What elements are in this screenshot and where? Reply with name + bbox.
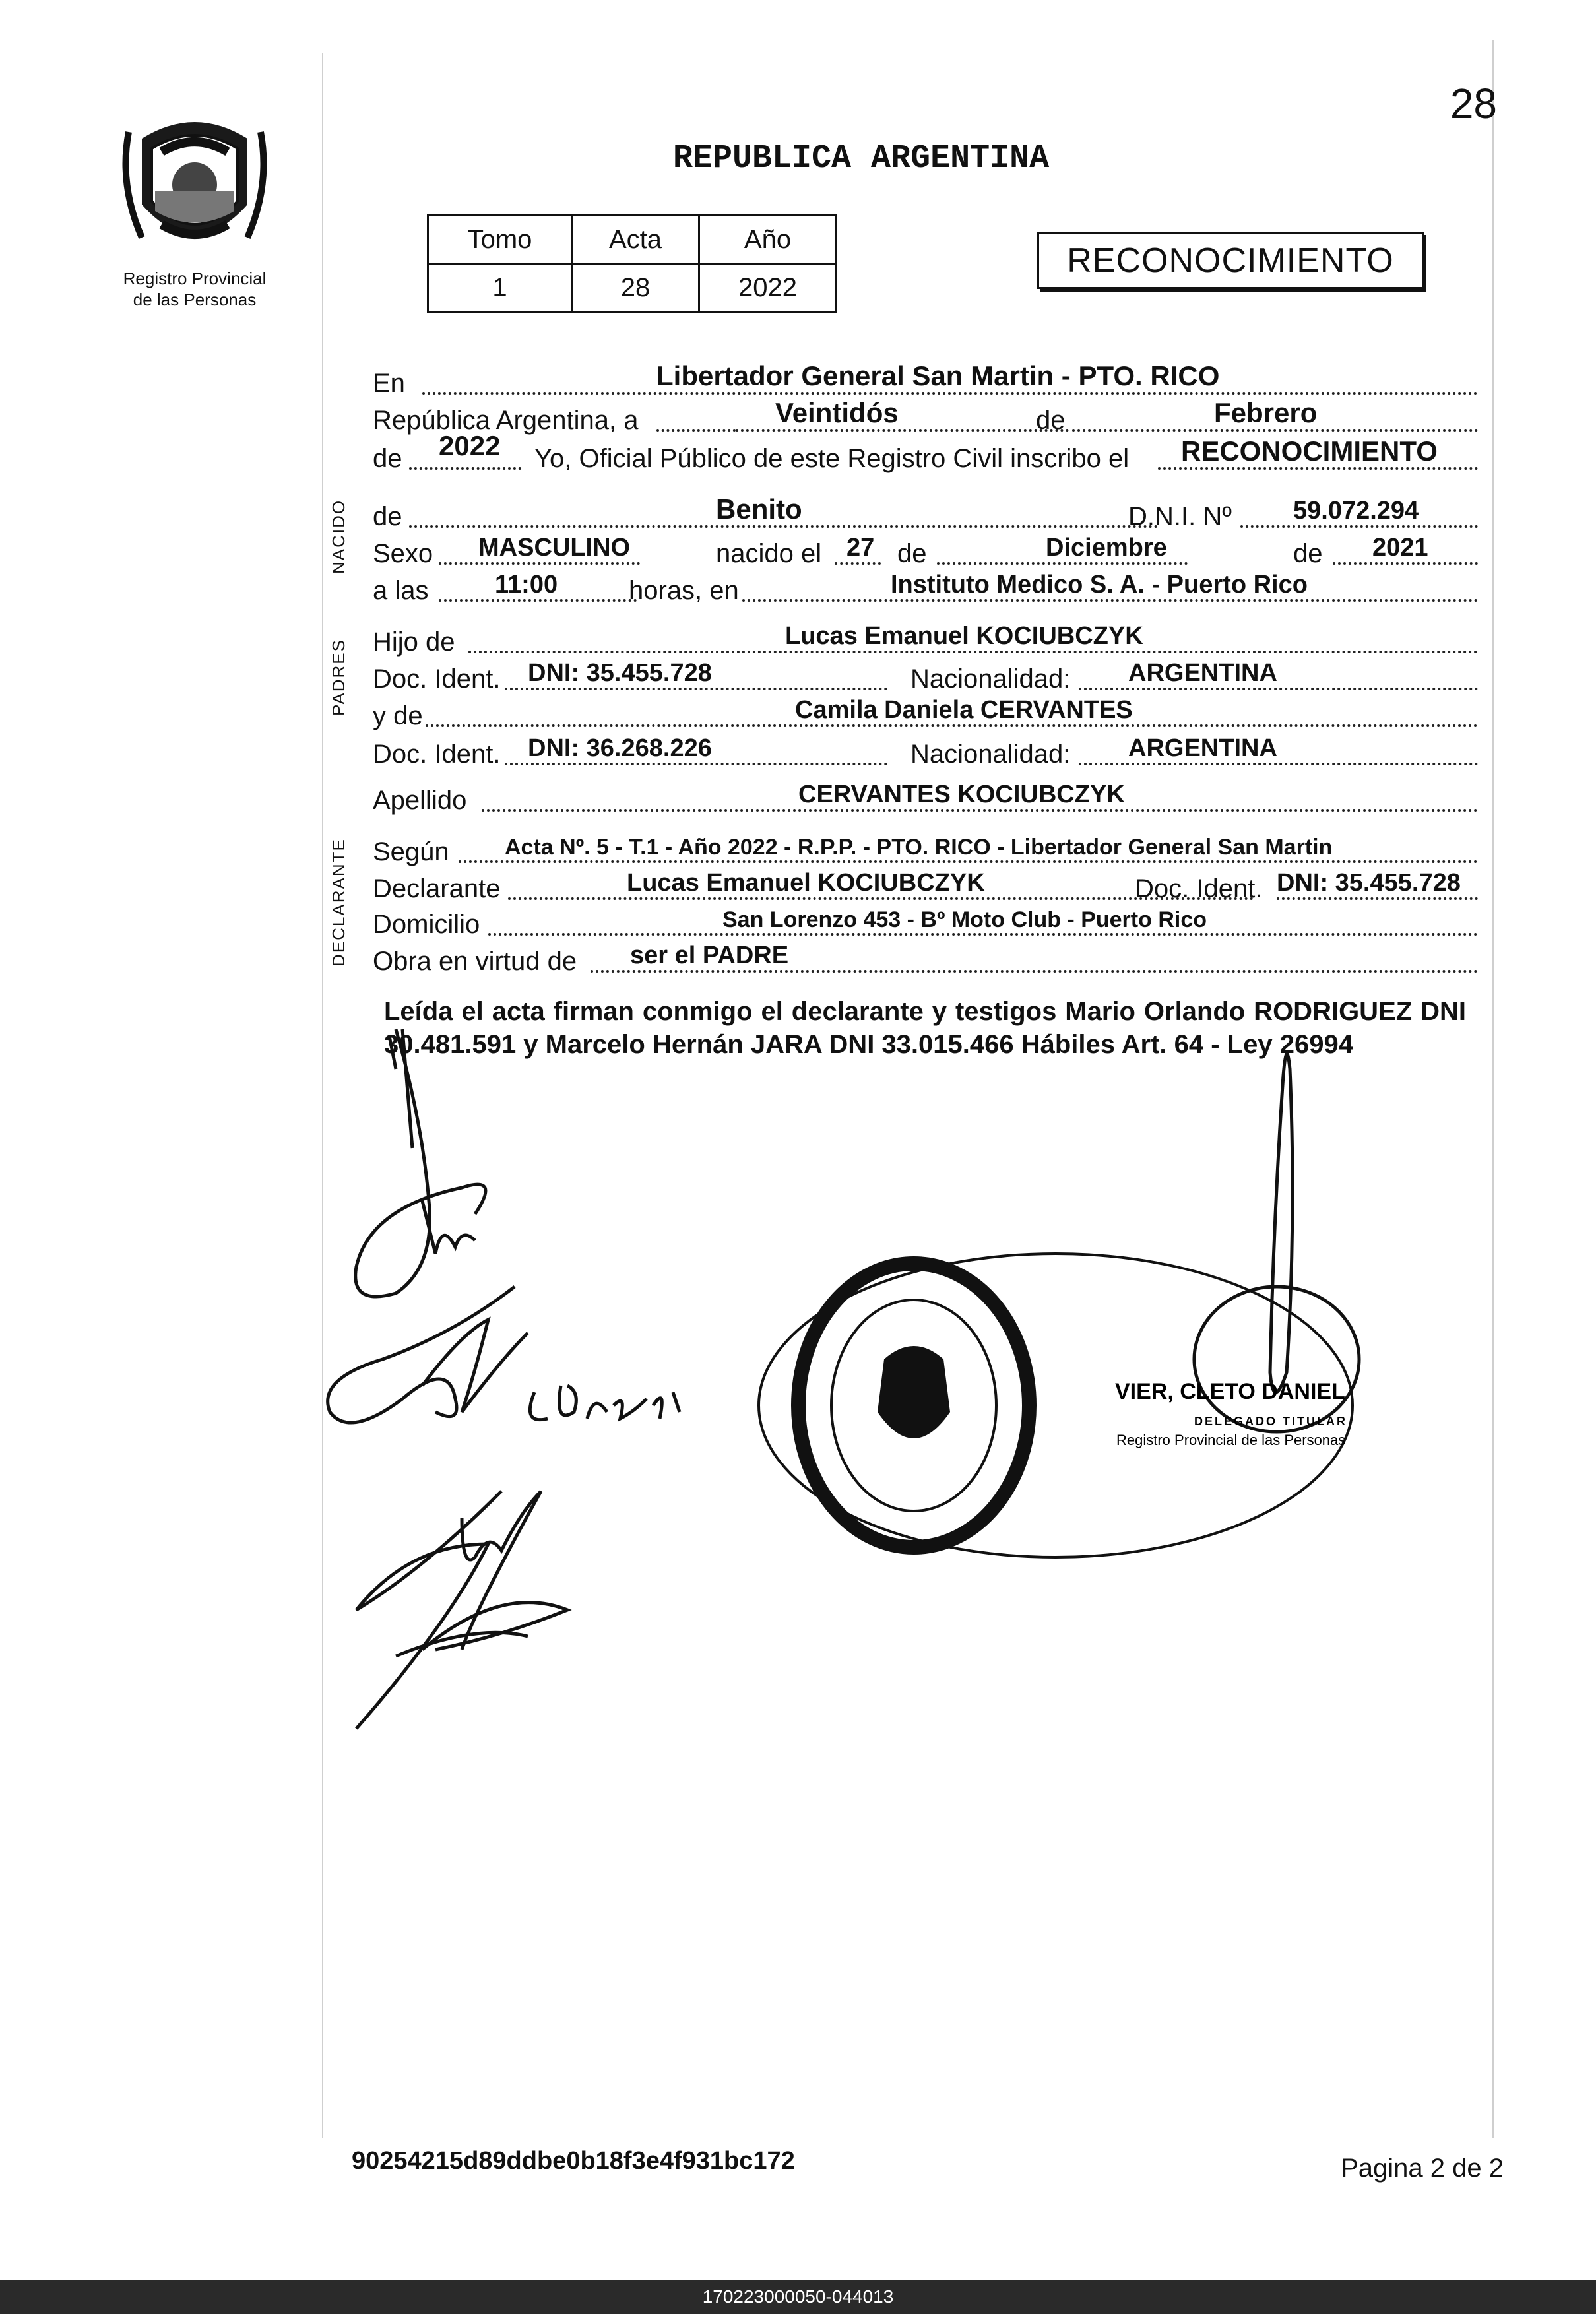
record-table-value-row	[428, 264, 837, 312]
dotted-line	[1158, 467, 1478, 470]
doc-label: Doc. Ident.	[373, 664, 501, 693]
row-padre-doc	[373, 657, 1478, 694]
declarante-label: Declarante	[373, 874, 501, 903]
dotted-line	[1240, 525, 1478, 528]
oficial-label: Yo, Oficial Público de este Registro Civil inscribo el	[534, 444, 1130, 473]
dotted-line	[505, 763, 887, 765]
record-table-header-row	[428, 216, 837, 264]
row-segun	[373, 830, 1478, 867]
row-nacido-hora	[373, 569, 1478, 606]
obra-label: Obra en virtud de	[373, 947, 577, 976]
anio-value: 2022	[439, 430, 501, 461]
lugar-nac-value: Instituto Medico S. A. - Puerto Rico	[891, 571, 1308, 598]
page-number: 28	[1450, 80, 1497, 127]
padre-doc-value: DNI: 35.455.728	[528, 659, 712, 687]
de-label: de	[373, 502, 402, 531]
de-label: de	[1036, 406, 1066, 435]
official-signature-icon	[1194, 1054, 1359, 1432]
segun-value: Acta Nº. 5 - T.1 - Año 2022 - R.P.P. - PTO. RICO - Libertador General San Martin	[505, 835, 1333, 860]
stamp-official-role: DELEGADO TITULAR	[1194, 1415, 1347, 1428]
hijo-de-label: Hijo de	[373, 627, 455, 657]
de-label: de	[373, 444, 402, 473]
dotted-line	[736, 429, 1069, 432]
dni-value: 59.072.294	[1293, 497, 1419, 525]
dotted-line	[835, 562, 881, 565]
hora-value: 11:00	[495, 571, 558, 598]
tomo-header: Tomo	[428, 216, 572, 264]
dotted-line	[468, 651, 1478, 653]
doc-label: Doc. Ident.	[1135, 874, 1263, 903]
y-de-label: y de	[373, 701, 423, 730]
signatures-and-seal	[0, 990, 1596, 1821]
declarante-value: Lucas Emanuel KOCIUBCZYK	[627, 869, 985, 897]
madre-nacionalidad-value: ARGENTINA	[1128, 734, 1277, 762]
stamp-official-office: Registro Provincial de las Personas	[1116, 1432, 1346, 1448]
row-nacido-nombre	[373, 495, 1478, 532]
act-type-box: RECONOCIMIENTO	[1037, 232, 1424, 289]
acto-value: RECONOCIMIENTO	[1181, 435, 1438, 466]
mes-value: Febrero	[1214, 397, 1318, 428]
row-declarante	[373, 867, 1478, 904]
apellido-value: CERVANTES KOCIUBCZYK	[798, 781, 1125, 808]
page-of-label: Pagina 2 de 2	[1341, 2154, 1504, 2183]
lugar-value: Libertador General San Martin - PTO. RICO	[656, 360, 1220, 391]
dotted-line	[1079, 763, 1478, 765]
declarante-doc-value: DNI: 35.455.728	[1277, 869, 1461, 897]
closing-text: Leída el acta firman conmigo el declarante y testigos Mario Orlando RODRIGUEZ DNI 30.481.591 y Marcelo Hernán JARA DNI 33.015.466 Hábiles Art. 64 - Ley 26994	[384, 997, 1466, 1059]
madre-value: Camila Daniela CERVANTES	[795, 696, 1133, 724]
a-las-label: a las	[373, 576, 429, 605]
row-madre	[373, 694, 1478, 731]
declarante-signature-icon	[356, 1029, 486, 1297]
acta-value: 28	[572, 264, 699, 312]
barcode-strip: 170223000050-044013	[0, 2280, 1596, 2314]
doc-label: Doc. Ident.	[373, 740, 501, 769]
apellido-label: Apellido	[373, 786, 467, 815]
acta-header: Acta	[572, 216, 699, 264]
registry-name: Registro Provincial de las Personas	[123, 269, 267, 309]
dotted-line	[505, 688, 887, 690]
row-nacido-sexo	[373, 532, 1478, 569]
dotted-line	[409, 525, 1158, 528]
document-hash: 90254215d89ddbe0b18f3e4f931bc172	[352, 2147, 795, 2175]
nacido-el-label: nacido el	[716, 539, 822, 568]
province-shield-icon	[115, 112, 274, 264]
anio-nac-value: 2021	[1372, 534, 1428, 562]
dotted-line	[1333, 562, 1478, 565]
dotted-line	[482, 809, 1478, 812]
witness-rodriguez-signature-icon	[328, 1287, 680, 1423]
dotted-line	[439, 599, 637, 602]
dotted-line	[422, 392, 1478, 395]
tomo-value: 1	[428, 264, 572, 312]
sexo-value: MASCULINO	[478, 534, 631, 562]
obra-value: ser el PADRE	[630, 942, 789, 969]
dia-value: Veintidós	[775, 397, 899, 428]
row-madre-doc	[373, 732, 1478, 769]
dotted-line	[742, 599, 1478, 602]
dotted-line	[488, 933, 1478, 936]
row-lugar	[373, 362, 1478, 399]
registry-logo-block	[99, 112, 290, 310]
side-label-padres: PADRES	[329, 639, 348, 716]
country-title: REPUBLICA ARGENTINA	[673, 140, 1050, 177]
row-domicilio	[373, 903, 1478, 940]
dni-label: D.N.I. Nº	[1128, 502, 1232, 531]
domicilio-value: San Lorenzo 453 - Bº Moto Club - Puerto Rico	[722, 907, 1207, 932]
nacionalidad-label: Nacionalidad:	[910, 664, 1071, 693]
row-inscripcion	[373, 430, 1478, 474]
sexo-label: Sexo	[373, 539, 433, 568]
horas-en-label: horas, en	[629, 576, 739, 605]
padre-value: Lucas Emanuel KOCIUBCZYK	[785, 622, 1143, 650]
dotted-line	[1079, 688, 1478, 690]
dotted-line	[1072, 429, 1478, 432]
dotted-line	[409, 467, 521, 470]
row-padre	[373, 620, 1478, 657]
dotted-line	[1277, 897, 1478, 900]
lugar-label: En	[373, 369, 405, 398]
de-label-1: de	[897, 539, 927, 568]
row-fecha	[373, 399, 1478, 435]
anio-value: 2022	[699, 264, 837, 312]
row-apellido	[373, 779, 1478, 816]
dotted-line	[459, 860, 1478, 863]
registry-seal-stamp	[759, 1254, 1353, 1557]
anio-header: Año	[699, 216, 837, 264]
side-label-declarante: DECLARANTE	[329, 838, 348, 967]
dotted-line	[656, 429, 736, 432]
nacionalidad-label: Nacionalidad:	[910, 740, 1071, 769]
stamp-official-name: VIER, CLETO DANIEL	[1115, 1379, 1345, 1404]
dia-nac-value: 27	[846, 534, 875, 562]
pais-label: República Argentina, a	[373, 406, 639, 435]
nombre-value: Benito	[716, 494, 802, 525]
side-label-nacido: NACIDO	[329, 499, 348, 574]
madre-doc-value: DNI: 36.268.226	[528, 734, 712, 762]
de-label-2: de	[1293, 539, 1323, 568]
mes-nac-value: Diciembre	[1046, 534, 1167, 562]
witness-jara-signature-icon	[356, 1491, 567, 1729]
padre-nacionalidad-value: ARGENTINA	[1128, 659, 1277, 687]
dotted-line	[439, 562, 640, 565]
dotted-line	[591, 970, 1478, 973]
segun-label: Según	[373, 837, 449, 866]
dotted-line	[426, 724, 1478, 727]
record-table	[427, 214, 837, 313]
domicilio-label: Domicilio	[373, 910, 480, 939]
row-obra	[373, 940, 1478, 977]
dotted-line	[937, 562, 1188, 565]
